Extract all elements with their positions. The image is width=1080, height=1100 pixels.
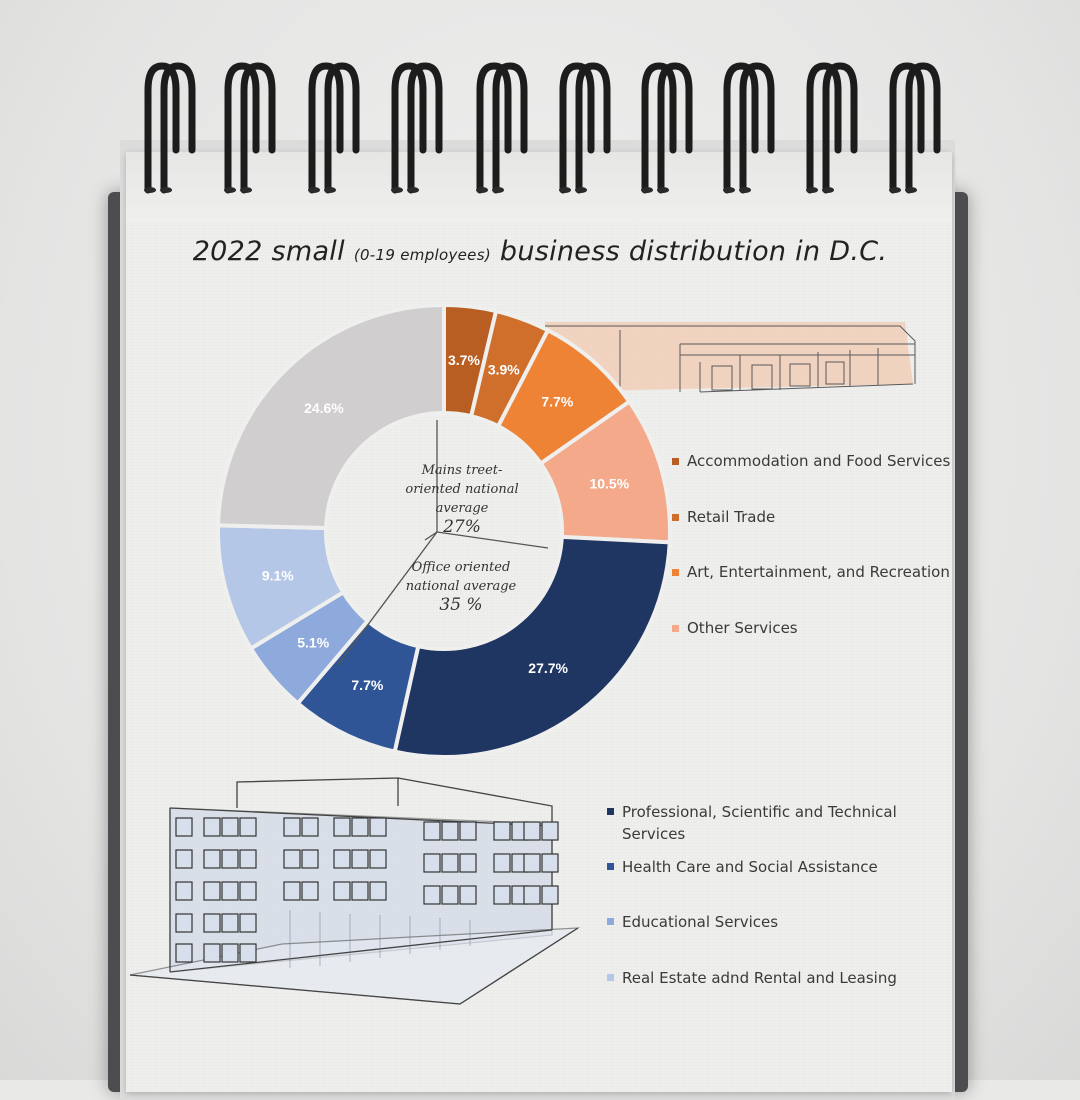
legend-swatch	[607, 863, 614, 870]
chart-title: 2022 small (0-19 employees) business distribution in D.C.	[192, 236, 888, 267]
office-value: 35 %	[439, 595, 483, 615]
legend-swatch	[607, 808, 614, 815]
main-street-label: Mains treet-oriented national average	[405, 463, 519, 516]
slice-label: 24.6%	[304, 399, 344, 416]
legend-item: Health Care and Social Assistance	[607, 856, 907, 878]
slice-label: 9.1%	[261, 567, 294, 584]
legend-swatch	[607, 918, 614, 925]
legend-item: Professional, Scientific and Technical Services	[607, 801, 907, 845]
legend-item: Other Services	[672, 619, 798, 637]
main-street-value: 27%	[443, 517, 481, 537]
legend-swatch	[672, 514, 679, 521]
legend-swatch	[607, 974, 614, 981]
legend-item: Art, Entertainment, and Recreation	[672, 563, 950, 581]
office-annotation	[393, 558, 529, 615]
legend-item: Real Estate adnd Rental and Leasing	[607, 967, 907, 989]
slice-label: 7.7%	[351, 676, 384, 693]
slice-label: 10.5%	[589, 475, 630, 492]
legend-swatch	[672, 625, 679, 632]
legend-swatch	[672, 569, 679, 576]
main-street-annotation	[398, 461, 526, 537]
slice-label: 7.7%	[541, 393, 574, 410]
legend-item: Accommodation and Food Services	[672, 452, 950, 470]
legend-swatch	[672, 458, 679, 465]
slice-label: 5.1%	[297, 634, 330, 651]
slice-label: 3.7%	[447, 352, 480, 369]
slice-label: 3.9%	[487, 361, 520, 378]
legend-item: Educational Services	[607, 911, 907, 933]
office-label: Office oriented national average	[405, 560, 517, 594]
slice-label: 27.7%	[528, 659, 568, 676]
legend-item: Retail Trade	[672, 508, 775, 526]
